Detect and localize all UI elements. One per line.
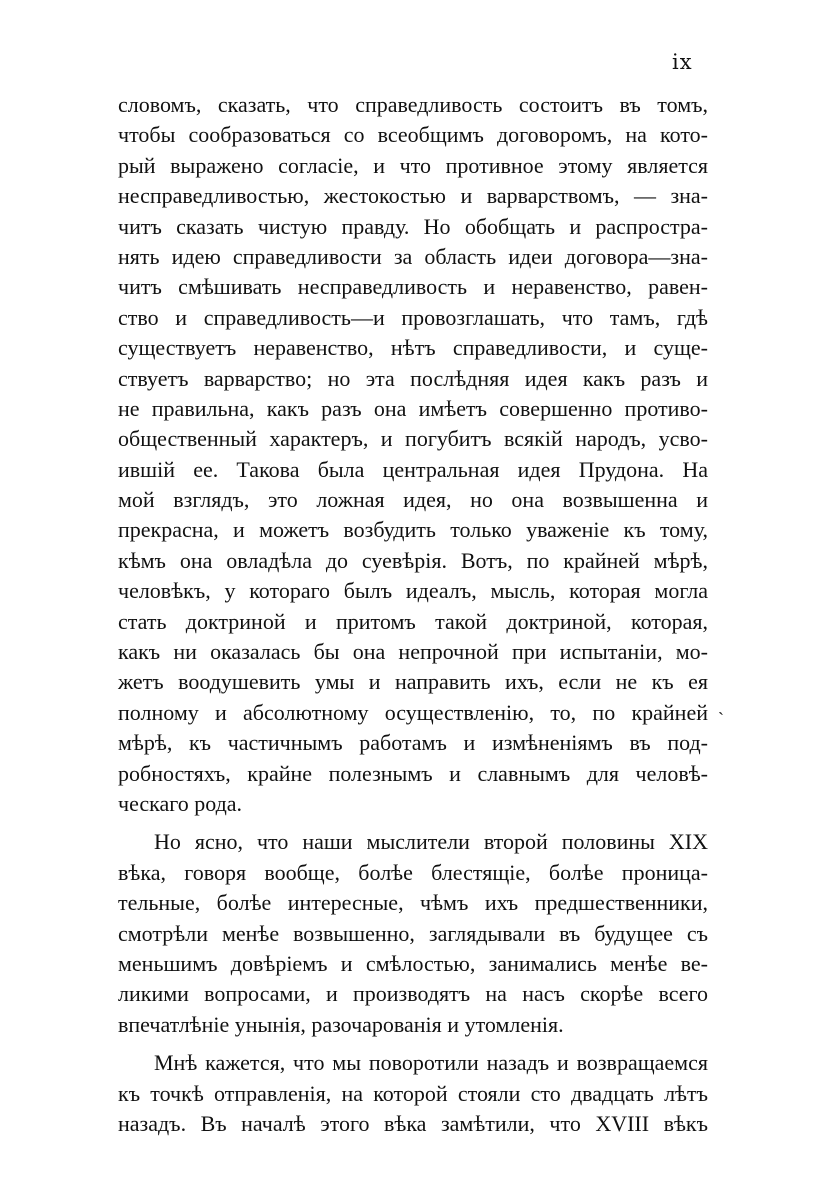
text-line: общественный характеръ, и погубитъ всякій народъ, усво-	[118, 426, 708, 452]
text-line: полному и абсолютному осуществленію, то, по крайней	[118, 699, 708, 725]
body-text	[118, 90, 708, 1139]
text-line: не правильна, какъ разъ она имѣетъ совершенно противо-	[118, 395, 708, 421]
text-line: мѣрѣ, къ частичнымъ работамъ и измѣненіямъ въ под-	[118, 730, 708, 756]
text-line: ившій ее. Такова была центральная идея Прудона. На	[118, 456, 708, 482]
paragraph-gap	[118, 819, 708, 827]
text-line: ство и справедливость—и провозглашать, что тамъ, гдѣ	[118, 304, 708, 330]
text-line: рый выражено согласіе, и что противное этому является	[118, 152, 708, 178]
text-line: словомъ, сказать, что справедливость состоитъ въ томъ,	[118, 92, 708, 117]
text-line: ликими вопросами, и производятъ на насъ скорѣе всего	[118, 981, 708, 1007]
paragraph-1	[118, 90, 708, 819]
text-line: ческаго рода.	[118, 790, 243, 816]
text-line: прекрасна, и можетъ возбудить только уваженіе къ тому,	[118, 517, 708, 543]
text-line: мой взглядъ, это ложная идея, но она возвышенна и	[118, 487, 708, 513]
text-line: смотрѣли менѣе возвышенно, заглядывали въ будущее съ	[118, 920, 708, 946]
text-line: къ точкѣ отправленія, на которой стояли сто двадцать лѣтъ	[118, 1080, 708, 1106]
text-line: какъ ни оказалась бы она непрочной при испытаніи, мо-	[118, 639, 708, 665]
text-line: впечатлѣніе унынія, разочарованія и утомленія.	[118, 1011, 564, 1037]
text-line: меньшимъ довѣріемъ и смѣлостью, занимались менѣе ве-	[118, 950, 708, 976]
text-line: ствуетъ варварство; но эта послѣдняя идея какъ разъ и	[118, 365, 708, 391]
paragraph-gap	[118, 1040, 708, 1048]
text-line: робностяхъ, крайне полезнымъ и славнымъ для человѣ-	[118, 760, 708, 786]
text-line: чтобы сообразоваться со всеобщимъ договоромъ, на кото-	[118, 122, 708, 148]
text-line: назадъ. Въ началѣ этого вѣка замѣтили, что XVIII вѣкъ	[118, 1110, 708, 1136]
text-line: Мнѣ кажется, что мы поворотили назадъ и возвращаемся	[154, 1050, 708, 1076]
text-line: читъ сказать чистую правду. Но обобщать и распростра-	[118, 213, 708, 239]
text-line: кѣмъ она овладѣла до суевѣрія. Вотъ, по крайней мѣрѣ,	[118, 547, 708, 573]
text-line: человѣкъ, у котораго былъ идеалъ, мысль, которая могла	[118, 578, 708, 604]
text-line: стать доктриной и притомъ такой доктриной, которая,	[118, 608, 708, 634]
text-line: нять идею справедливости за область идеи договора—зна-	[118, 243, 708, 269]
text-line: тельные, болѣе интересные, чѣмъ ихъ предшественники,	[118, 890, 708, 916]
margin-mark: ˎ	[718, 695, 724, 716]
text-line: вѣка, говоря вообще, болѣе блестящіе, болѣе проница-	[118, 859, 708, 885]
text-line: существуетъ неравенство, нѣтъ справедливости, и суще-	[118, 335, 708, 361]
paragraph-3	[118, 1048, 708, 1139]
page-number: ix	[672, 50, 693, 74]
text-line: жетъ воодушевить умы и направить ихъ, если не къ ея	[118, 669, 708, 695]
text-line: несправедливостью, жестокостью и варварствомъ, — зна-	[118, 183, 708, 209]
paragraph-2	[118, 827, 708, 1040]
text-line: читъ смѣшивать несправедливость и неравенство, равен-	[118, 274, 708, 300]
text-line: Но ясно, что наши мыслители второй половины XIX	[154, 829, 708, 855]
